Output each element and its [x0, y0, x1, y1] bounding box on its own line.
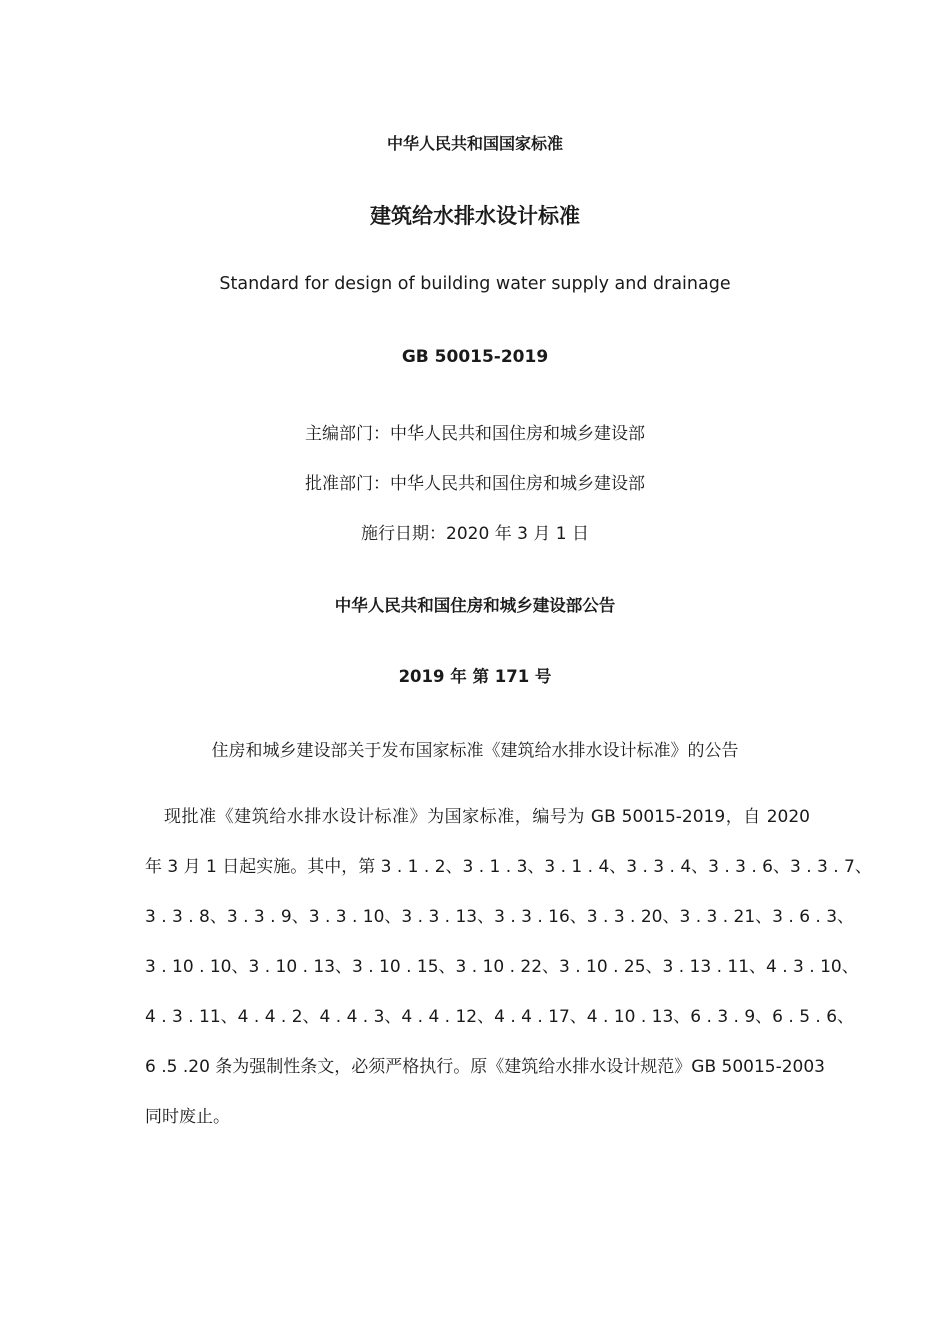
body-line: 3 . 10 . 10、3 . 10 . 13、3 . 10 . 15、3 . 10 . 22、3 . 10 . 25、3 . 13 . 11、4 . 3 . 10、: [145, 957, 859, 977]
announcement-number: 2019 年 第 171 号: [398, 667, 552, 686]
announcement-body: [145, 792, 872, 1142]
standard-code: GB 50015-2019: [401, 347, 549, 367]
editor-department: 主编部门：中华人民共和国住房和城乡建设部: [305, 424, 645, 444]
document-title: 建筑给水排水设计标准: [370, 204, 580, 228]
body-line: 同时废止。: [145, 1107, 230, 1127]
national-standard-label: 中华人民共和国国家标准: [386, 134, 563, 153]
body-line: 3 . 3 . 8、3 . 3 . 9、3 . 3 . 10、3 . 3 . 13、3 . 3 . 16、3 . 3 . 20、3 . 3 . 21、3 . 6 . 3、: [145, 907, 855, 927]
body-line: 现批准《建筑给水排水设计标准》为国家标准，编号为 GB 50015-2019，自 2020: [164, 807, 810, 827]
body-line: 6 .5 .20 条为强制性条文，必须严格执行。原《建筑给水排水设计规范》GB 50015-2003: [145, 1057, 825, 1077]
body-line: 年 3 月 1 日起实施。其中，第 3 . 1 . 2、3 . 1 . 3、3 . 1 . 4、3 . 3 . 4、3 . 3 . 6、3 . 3 . 7、: [145, 857, 872, 877]
announcement-subject: 住房和城乡建设部关于发布国家标准《建筑给水排水设计标准》的公告: [211, 741, 739, 761]
approval-department: 批准部门：中华人民共和国住房和城乡建设部: [305, 474, 645, 494]
body-line: 4 . 3 . 11、4 . 4 . 2、4 . 4 . 3、4 . 4 . 12、4 . 4 . 17、4 . 10 . 13、6 . 3 . 9、6 . 5 . 6、: [145, 1007, 855, 1027]
announcement-heading: 中华人民共和国住房和城乡建设部公告: [334, 596, 616, 615]
english-title: Standard for design of building water supply and drainage: [219, 274, 731, 294]
effective-date: 施行日期：2020 年 3 月 1 日: [361, 524, 589, 544]
